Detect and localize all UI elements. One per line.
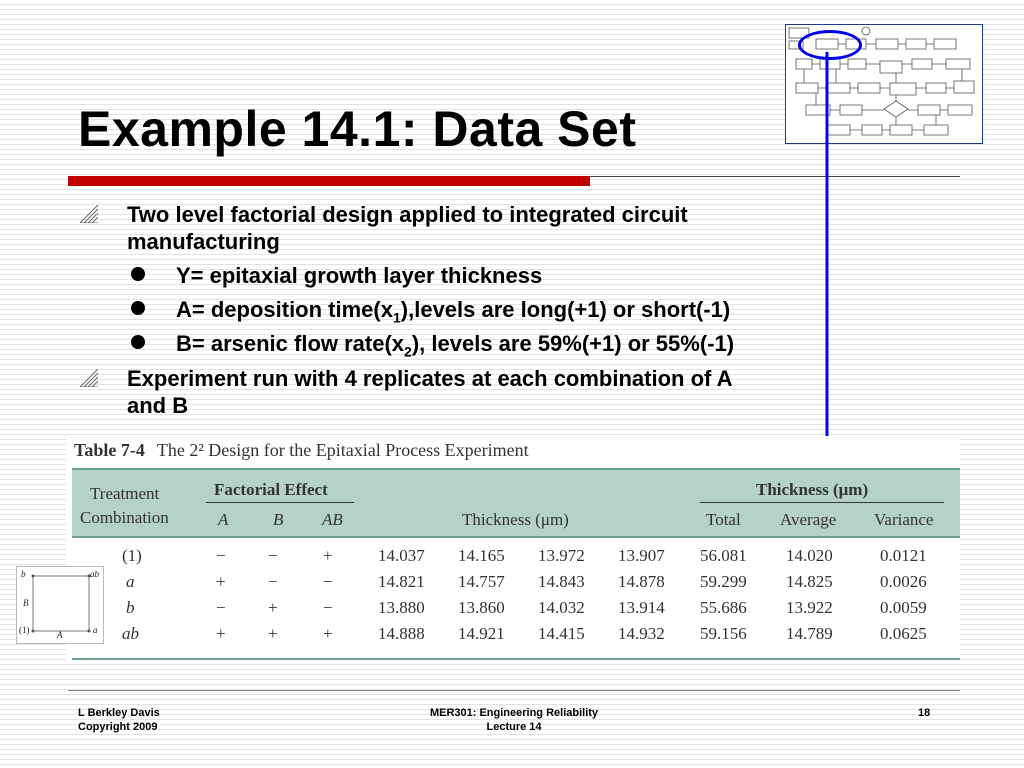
cell-total: 55.686 — [700, 598, 747, 617]
cell-combo: a — [126, 572, 135, 591]
cell-obs-1: 14.037 — [378, 546, 425, 565]
header-variance: Variance — [874, 510, 934, 529]
footer-lecture: Lecture 14 — [486, 721, 542, 733]
sub-bullet-3 — [176, 330, 976, 365]
sub-bullet-2-pre: A= deposition time(x — [176, 297, 393, 322]
design-table — [66, 436, 960, 662]
header-factorial-effect: Factorial Effect — [214, 480, 328, 499]
header-thickness-observations: Thickness (μm) — [462, 510, 569, 529]
design-square-diagram — [16, 566, 104, 644]
cell-obs-3: 14.415 — [538, 624, 585, 643]
corner-a-label: a — [93, 625, 98, 635]
bullet-1-line-1: Two level factorial design applied to integrated circuit — [127, 202, 688, 227]
cell-b: − — [268, 546, 278, 565]
header-b: B — [273, 510, 284, 529]
cell-obs-2: 14.165 — [458, 546, 505, 565]
table-header — [72, 468, 960, 538]
cell-average: 13.922 — [786, 598, 833, 617]
cell-ab: − — [323, 598, 333, 617]
cell-average: 14.020 — [786, 546, 833, 565]
header-thickness-group: Thickness (μm) — [756, 480, 869, 499]
cell-ab: + — [323, 546, 333, 565]
footer-author-name: L Berkley Davis — [78, 707, 160, 719]
cell-total: 59.156 — [700, 624, 747, 643]
cell-a: + — [216, 624, 226, 643]
cell-ab: − — [323, 572, 333, 591]
cell-a: − — [216, 546, 226, 565]
cell-obs-2: 14.921 — [458, 624, 505, 643]
sub-bullet-1: Y= epitaxial growth layer thickness — [176, 263, 543, 288]
cell-obs-3: 14.843 — [538, 572, 585, 591]
table-body — [72, 540, 960, 660]
cell-ab: + — [323, 624, 333, 643]
thickness-group-rule — [700, 502, 944, 503]
cell-variance: 0.0625 — [880, 624, 927, 643]
corner-1-label: (1) — [19, 625, 30, 635]
cell-obs-1: 14.888 — [378, 624, 425, 643]
cell-obs-4: 14.878 — [618, 572, 665, 591]
sub-bullet-3-post: ), levels are 59%(+1) or 55%(-1) — [411, 331, 735, 356]
cell-b: + — [268, 598, 278, 617]
table-caption-text: The 2² Design for the Epitaxial Process Experiment — [156, 440, 529, 460]
title-divider-line — [590, 176, 960, 177]
sub-bullet-2-subscript: 1 — [392, 309, 401, 326]
cell-average: 14.789 — [786, 624, 833, 643]
footer-page-number: 18 — [918, 707, 931, 719]
cell-obs-4: 13.914 — [618, 598, 665, 617]
title-accent-bar — [68, 176, 590, 186]
footer-author — [78, 706, 160, 734]
bullet-2-line-2: and B — [127, 393, 189, 418]
sub-bullet-3-subscript: 2 — [404, 343, 412, 360]
cell-obs-4: 13.907 — [618, 546, 665, 565]
sub-bullet-3-pre: B= arsenic flow rate(x — [176, 331, 405, 356]
bullet-1-line-2: manufacturing — [127, 229, 280, 254]
corner-b-label: b — [21, 569, 26, 579]
factorial-group-rule — [206, 502, 354, 503]
footer-course — [414, 706, 614, 734]
sub-bullet-2 — [176, 296, 976, 331]
cell-combo: ab — [122, 624, 139, 643]
sub-bullet-2-post: ),levels are long(+1) or short(-1) — [400, 297, 731, 322]
cell-obs-1: 14.821 — [378, 572, 425, 591]
footer-course-name: MER301: Engineering Reliability — [429, 707, 599, 719]
header-combination: Combination — [80, 508, 169, 527]
cell-a: + — [216, 572, 226, 591]
cell-combo: b — [126, 598, 135, 617]
header-total: Total — [706, 510, 741, 529]
cell-obs-2: 14.757 — [458, 572, 505, 591]
cell-b: + — [268, 624, 278, 643]
cell-obs-3: 14.032 — [538, 598, 585, 617]
axis-b-label: B — [23, 598, 29, 608]
header-average: Average — [780, 510, 837, 529]
filled-circle-icon — [131, 267, 145, 281]
header-treatment: Treatment — [90, 484, 160, 503]
cell-obs-1: 13.880 — [378, 598, 425, 617]
cell-combo: (1) — [122, 546, 142, 565]
hatched-square-icon — [80, 205, 98, 223]
table-caption-label: Table 7-4 — [74, 440, 145, 460]
filled-circle-icon — [131, 335, 145, 349]
footer-divider — [68, 690, 960, 691]
header-a: A — [218, 510, 229, 529]
corner-ab-label: ab — [90, 569, 99, 579]
cell-variance: 0.0026 — [880, 572, 927, 591]
cell-obs-2: 13.860 — [458, 598, 505, 617]
cell-variance: 0.0121 — [880, 546, 927, 565]
footer-copyright: Copyright 2009 — [78, 721, 158, 733]
bullet-2-line-1: Experiment run with 4 replicates at each combination of A — [127, 366, 733, 391]
table-caption — [74, 440, 529, 461]
filled-circle-icon — [131, 301, 145, 315]
cell-a: − — [216, 598, 226, 617]
cell-obs-4: 14.932 — [618, 624, 665, 643]
slide-title: Example 14.1: Data Set — [78, 101, 637, 157]
cell-average: 14.825 — [786, 572, 833, 591]
hatched-square-icon — [80, 369, 98, 387]
header-ab: AB — [322, 510, 343, 529]
cell-variance: 0.0059 — [880, 598, 927, 617]
cell-obs-3: 13.972 — [538, 546, 585, 565]
cell-b: − — [268, 572, 278, 591]
cell-total: 59.299 — [700, 572, 747, 591]
axis-a-label: A — [57, 630, 63, 640]
cell-total: 56.081 — [700, 546, 747, 565]
